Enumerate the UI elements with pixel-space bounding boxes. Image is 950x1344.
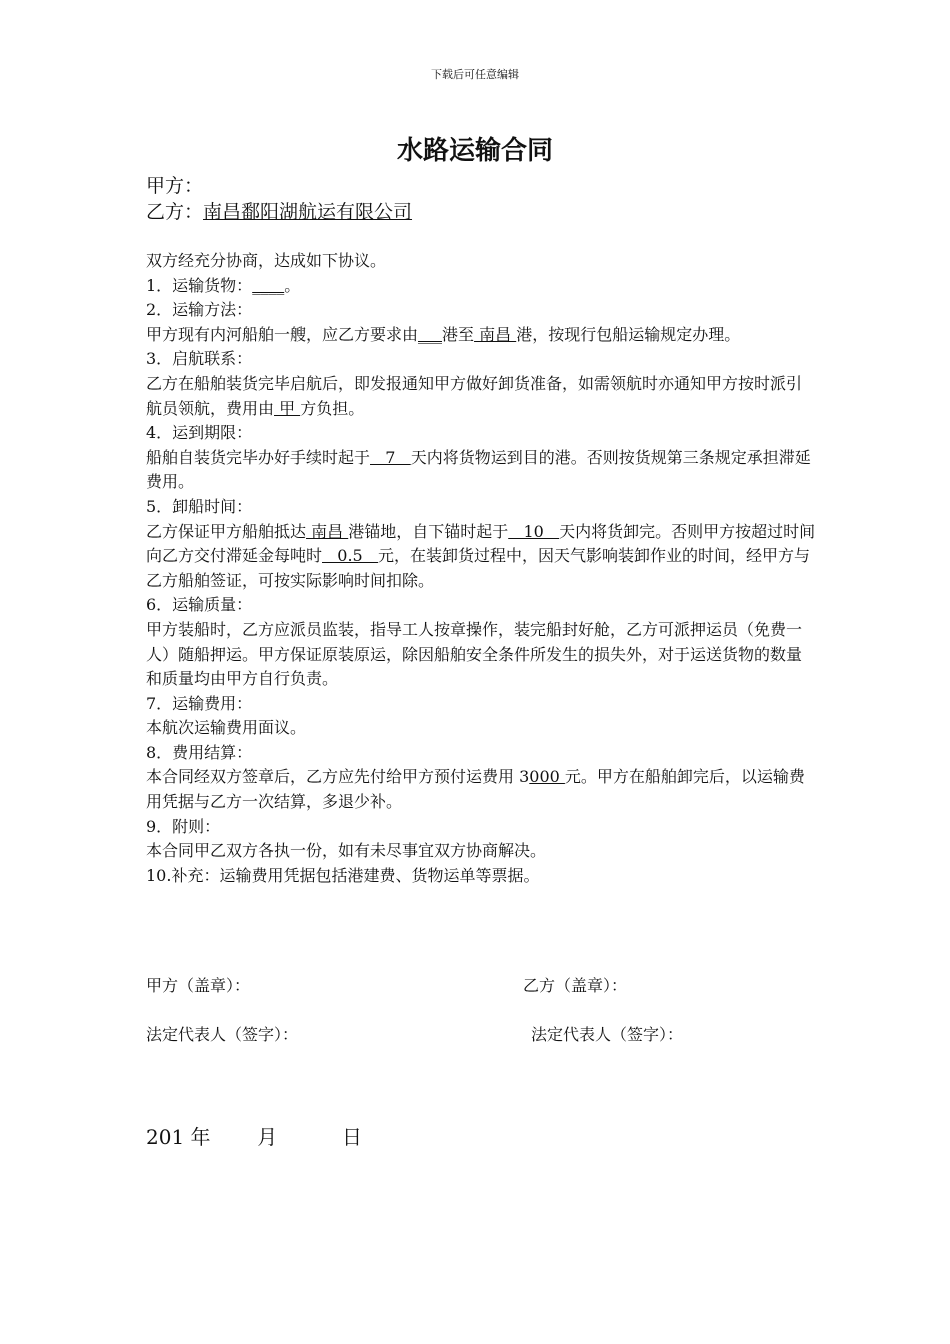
section-5-text: 乙方保证甲方船舶抵达 南昌 港锚地，自下锚时起于 10 天内将货卸完。否则甲方按超过时间向乙方交付滞延金每吨时 0.5 元，在装卸货过程中，因天气影响装卸作业的时间，经甲方与乙方船舶签证，可按实际影响时间扣除。 xyxy=(146,521,816,590)
date-day: 日 xyxy=(341,1125,362,1149)
date-line xyxy=(146,1121,362,1150)
party-b-line xyxy=(146,198,412,226)
demurrage-rate: 0.5 xyxy=(322,546,378,566)
section-2-head: 2．运输方法： xyxy=(146,300,253,320)
transit-days: 7 xyxy=(370,447,411,467)
section-8-head: 8．费用结算： xyxy=(146,742,253,762)
origin-port-blank: ___ xyxy=(418,324,443,344)
page-title: 水路运输合同 xyxy=(396,136,553,166)
section-5-head: 5．卸船时间： xyxy=(146,496,253,516)
date-month: 月 xyxy=(257,1125,278,1149)
section-9-text: 本合同甲乙双方各执一份，如有未尽事宜双方协商解决。 xyxy=(146,841,547,861)
intro-text: 双方经充分协商，达成如下协议。 xyxy=(146,251,387,270)
destination-port: 南昌 xyxy=(474,324,517,344)
section-1: 1．运输货物：____。 xyxy=(146,275,301,295)
section-3-text: 乙方在船舶装货完毕启航后，即发报通知甲方做好卸货准备，如需领航时亦通知甲方按时派引航员领航，费用由 甲 方负担。 xyxy=(146,373,803,418)
section-3-head: 3．启航联系： xyxy=(146,349,253,369)
party-b-rep-label: 法定代表人（签字）： xyxy=(531,1025,684,1044)
cargo-blank: ____ xyxy=(252,275,285,295)
section-7-text: 本航次运输费用面议。 xyxy=(146,718,307,738)
section-2-text: 甲方现有内河船舶一艘，应乙方要求由___港至 南昌 港，按现行包船运输规定办理。 xyxy=(146,324,741,344)
section-8-text: 本合同经双方签章后，乙方应先付给甲方预付运费用 3000 元。甲方在船舶卸完后，以运输费用凭据与乙方一次结算，多退少补。 xyxy=(146,767,805,812)
unloading-days: 10 xyxy=(508,521,560,541)
section-10-text: 10.补充：运输费用凭据包括港建费、货物运单等票据。 xyxy=(146,865,540,885)
party-b-label: 乙方： xyxy=(146,201,204,223)
anchorage-port: 南昌 xyxy=(306,521,349,541)
date-year: 201 年 xyxy=(146,1125,211,1149)
fee-bearer: 甲 xyxy=(274,398,301,418)
party-b-name: 南昌鄱阳湖航运有限公司 xyxy=(203,201,413,223)
section-6-head: 6．运输质量： xyxy=(146,595,253,615)
section-9-head: 9．附则： xyxy=(146,816,221,836)
section-6-text: 甲方装船时，乙方应派员监装，指导工人按章操作，装完船封好舱，乙方可派押运员（免费一人）随船押运。甲方保证原装原运，除因船舶安全条件所发生的损失外，对于运送货物的数量和质量均由甲方自行负责。 xyxy=(146,619,803,689)
section-4-head: 4．运到期限： xyxy=(146,423,253,443)
section-7-head: 7．运输费用： xyxy=(146,693,253,713)
header-note: 下载后可任意编辑 xyxy=(431,68,519,81)
party-a-seal-label: 甲方（盖章）： xyxy=(146,976,251,995)
section-4-text: 船舶自装货完毕办好手续时起于 7 天内将货物运到目的港。否则按货规第三条规定承担滞延费用。 xyxy=(146,447,811,492)
prepaid-amount: 000 xyxy=(529,767,565,787)
party-a-line: 甲方： xyxy=(146,175,204,197)
party-a-rep-label: 法定代表人（签字）： xyxy=(146,1025,299,1044)
party-b-seal-label: 乙方（盖章）： xyxy=(523,976,628,995)
contract-body xyxy=(146,249,816,888)
